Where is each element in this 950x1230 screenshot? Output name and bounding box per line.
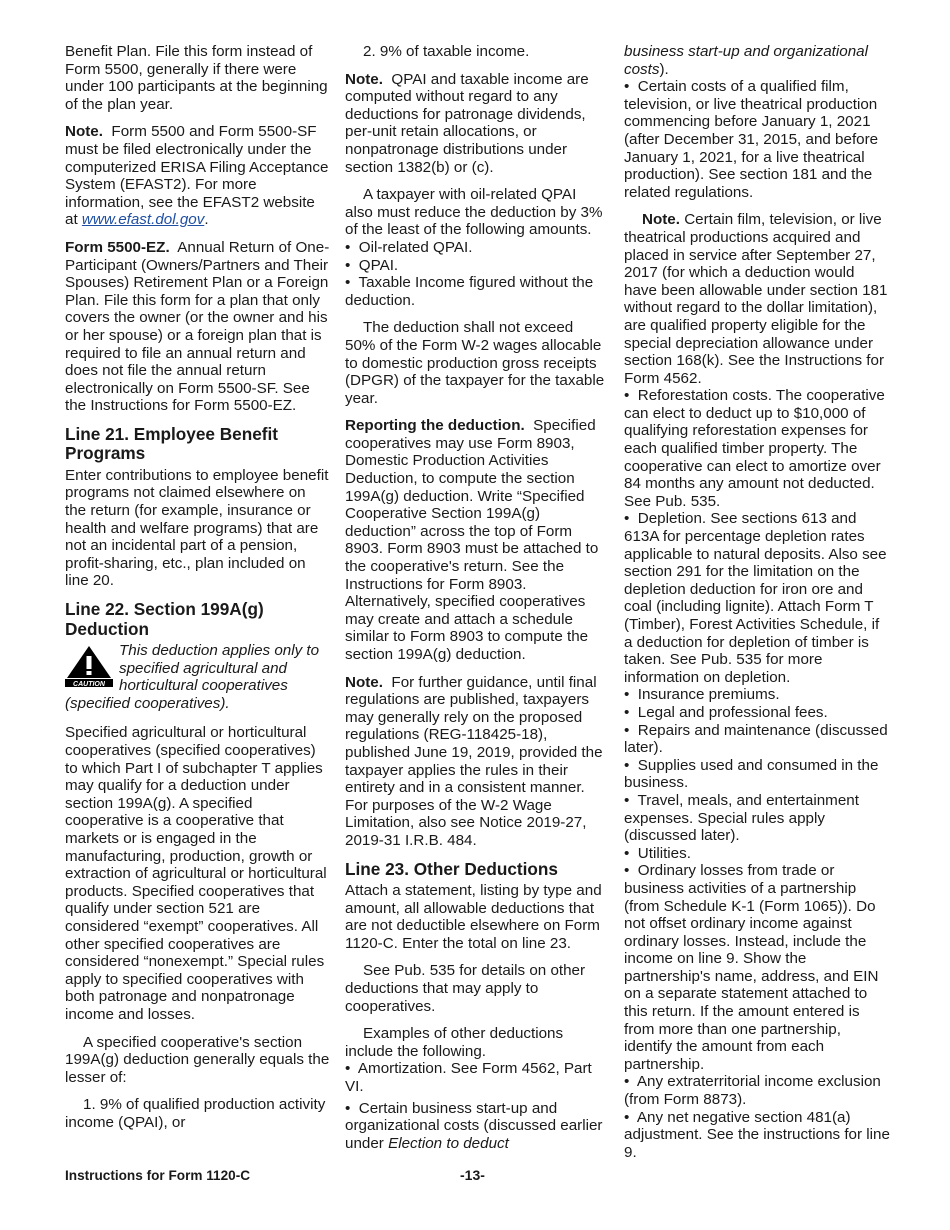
note-label: Note. (345, 70, 383, 88)
list-item-continued: business start-up and organizational costs). (624, 43, 868, 78)
list-item: • Any extraterritorial income exclusion (from Form 8873). (624, 1073, 881, 1109)
note-text: QPAI and taxable income are computed without regard to any deductions for patronage dividends, per-unit retain allocations, or nonpatronage distributions under section 1382(b) or (c). (345, 70, 589, 176)
list-item: • Any net negative section 481(a) adjustment. See the instructions for line 9. (624, 1108, 890, 1161)
efast-note: Note. Form 5500 and Form 5500-SF must be filed electronically under the computerized ERISA Filing Acceptance System (EFAST2). For more information, see the EFAST2 website at www.efast.dol.gov. (65, 123, 329, 229)
list-item: • Certain costs of a qualified film, television, or live theatrical production commencing before January 1, 2021 (after December 31, 2015, and before January 1, 2021, for a live theatrical production). See section 181 and the related regulations. (624, 78, 879, 201)
column-1 (65, 43, 330, 1131)
form-5500ez-paragraph (65, 239, 330, 415)
ez-label: Form 5500-EZ. (65, 238, 170, 256)
reporting-label: Reporting the deduction. (345, 417, 525, 435)
page-number: -13- (460, 1167, 485, 1183)
footer-form-title: Instructions for Form 1120-C (65, 1168, 251, 1183)
caution-icon (65, 645, 113, 687)
list-item: • Depletion. See sections 613 and 613A for percentage depletion rates applicable to natural deposits. Also see section 291 for the limitation on the depletion deduction for iron ore and coal (including lignite). Attach Form T (Timber), Forest Activities Schedule, if a deduction for depletion of timber is taken. See Pub. 535 for more information on depletion. (624, 510, 887, 686)
list-item: • Utilities. (624, 844, 691, 862)
line-23-heading: Line 23. Other Deductions (345, 858, 558, 879)
limit-paragraph: The deduction shall not exceed 50% of the Form W-2 wages allocable to domestic production gross receipts (DPGR) of the taxpayer for the taxable year. (345, 319, 605, 407)
list-item: • Reforestation costs. The cooperative can elect to deduct up to $10,000 of qualifying reforestation expenses for each qualified timber property. The cooperative can elect to amortize over 84 months any amount not deducted. See Pub. 535. (624, 387, 885, 510)
reporting-text: Specified cooperatives may use Form 8903, Domestic Production Activities Deduction, to compute the section 199A(g) deduction. Write “Specified Cooperative Section 199A(g) deduction” across the top of Form 8903. Form 8903 must be attached to the cooperative's return. See the Instructions for Form 8903. Alternatively, specified cooperatives may create and attach a schedule similar to Form 8903 to compute the section 199A(g) deduction. (345, 417, 599, 663)
note-text: Form 5500 and Form 5500-SF must be filed electronically under the computerized ERISA Filing Acceptance System (EFAST2). For more information, see the EFAST2 website at (65, 123, 329, 229)
list-item: • Repairs and maintenance (discussed later). (624, 721, 888, 757)
ez-text: Annual Return of One-Participant (Owners/Partners and Their Spouses) Retirement Plan or a Foreign Plan. File this form for a plan that only covers the owner (or the owner and his or her spouse) or a foreign plan that is required to file an annual return and does not file the annual return electronically on Form 5500-SF. See the Instructions for Form 5500-EZ. (65, 238, 330, 415)
list-item: • Taxable Income figured without the deduction. (345, 274, 594, 309)
note-label: Note. (345, 673, 383, 691)
caution-block (65, 642, 330, 712)
guidance-note (345, 674, 607, 850)
efast-link[interactable]: www.efast.dol.gov (81, 211, 205, 229)
list-item: • QPAI. (345, 256, 399, 274)
oil-paragraph: A taxpayer with oil-related QPAI also must reduce the deduction by 3% of the least of the following amounts. (345, 186, 603, 239)
note-text: Certain film, television, or live theatrical productions acquired and placed in service after September 27, 2017 (for which a deduction would have been allowable under section 181 without regard to the dollar limitation), are qualified property eligible for the special depreciation allowance under section 168(k). See the Instructions for Form 4562. (624, 211, 888, 387)
qpai-note (345, 71, 607, 177)
column-2 (345, 43, 607, 1152)
line-23-paragraph-c: Examples of other deductions include the following. (345, 1025, 564, 1060)
film-note (624, 211, 890, 387)
list-item-2: 2. 9% of taxable income. (363, 43, 530, 60)
column-3 (624, 43, 890, 1161)
line-22-heading: Line 22. Section 199A(g) Deduction (65, 599, 264, 639)
line-23-paragraph-a: Attach a statement, listing by type and amount, all allowable deductions that are not deductible elsewhere on Form 1120-C. Enter the total on line 23. (345, 882, 602, 952)
list-item: • Certain business start-up and organizational costs (discussed earlier under Election to deduct (345, 1099, 603, 1152)
list-item: • Supplies used and consumed in the business. (624, 756, 879, 792)
list-item: • Legal and professional fees. (624, 703, 828, 721)
oil-bullet-list (345, 239, 607, 309)
caution-text: This deduction applies only to specified agricultural and horticultural cooperatives (specified cooperatives). (65, 642, 320, 712)
list-item: • Ordinary losses from trade or business activities of a partnership (from Schedule K-1 (Form 1065)). Do not offset ordinary income against ordinary losses. Instead, include the income on line 9. Show the partnership's name, address, and EIN on a separate statement attached to this return. If the amount entered is from more than one partnership, identify the amount from each partnership. (624, 862, 879, 1073)
line-22-paragraph-b: A specified cooperative's section 199A(g) deduction generally equals the lesser of: (65, 1033, 330, 1086)
line-21-heading: Line 21. Employee Benefit Programs (65, 423, 278, 464)
note-text: For further guidance, until final regulations are published, taxpayers may generally rely on the proposed regulations (REG-118425-18), published June 19, 2019, provided the taxpayer applies the rules in their entirety and in a consistent manner. For purposes of the W-2 Wage Limitation, also see Notice 2019-27, 2019-31 I.R.B. 484. (345, 673, 603, 849)
list-item: • Insurance premiums. (624, 686, 780, 704)
list-item: • Amortization. See Form 4562, Part VI. (345, 1060, 592, 1095)
line-22-paragraph-a: Specified agricultural or horticultural cooperatives (specified cooperatives) to which Part I of subchapter T applies may qualify for a deduction under section 199A(g). A specified cooperative is a cooperative that markets or is engaged in the manufacturing, production, growth or extraction of agricultural or horticultural products. Specified cooperatives that qualify under section 521 are considered “exempt” cooperatives. All other specified cooperatives are considered “nonexempt.” Special rules apply to specified cooperatives with both patronage and nonpatronage income and losses. (65, 724, 327, 1023)
list-item: • Oil-related QPAI. (345, 238, 473, 256)
list-item: • Travel, meals, and entertainment expenses. Special rules apply (discussed later). (624, 791, 859, 845)
line-23-paragraph-b: See Pub. 535 for details on other deductions that may apply to cooperatives. (345, 962, 586, 1015)
note-label: Note. (65, 123, 103, 141)
list-item-1: 1. 9% of qualified production activity income (QPAI), or (65, 1096, 326, 1131)
note-label: Note. (642, 211, 680, 229)
caution-word: CAUTION (73, 681, 105, 688)
plan-paragraph: Benefit Plan. File this form instead of Form 5500, generally if there were under 100 participants at the beginning of the plan year. (65, 43, 328, 113)
line-21-paragraph: Enter contributions to employee benefit programs not claimed elsewhere on the return (for example, insurance or health and welfare programs) that are not an incidental part of a pension, profit-sharing, etc., plan included on line 20. (65, 466, 329, 590)
reporting-paragraph (345, 417, 607, 663)
